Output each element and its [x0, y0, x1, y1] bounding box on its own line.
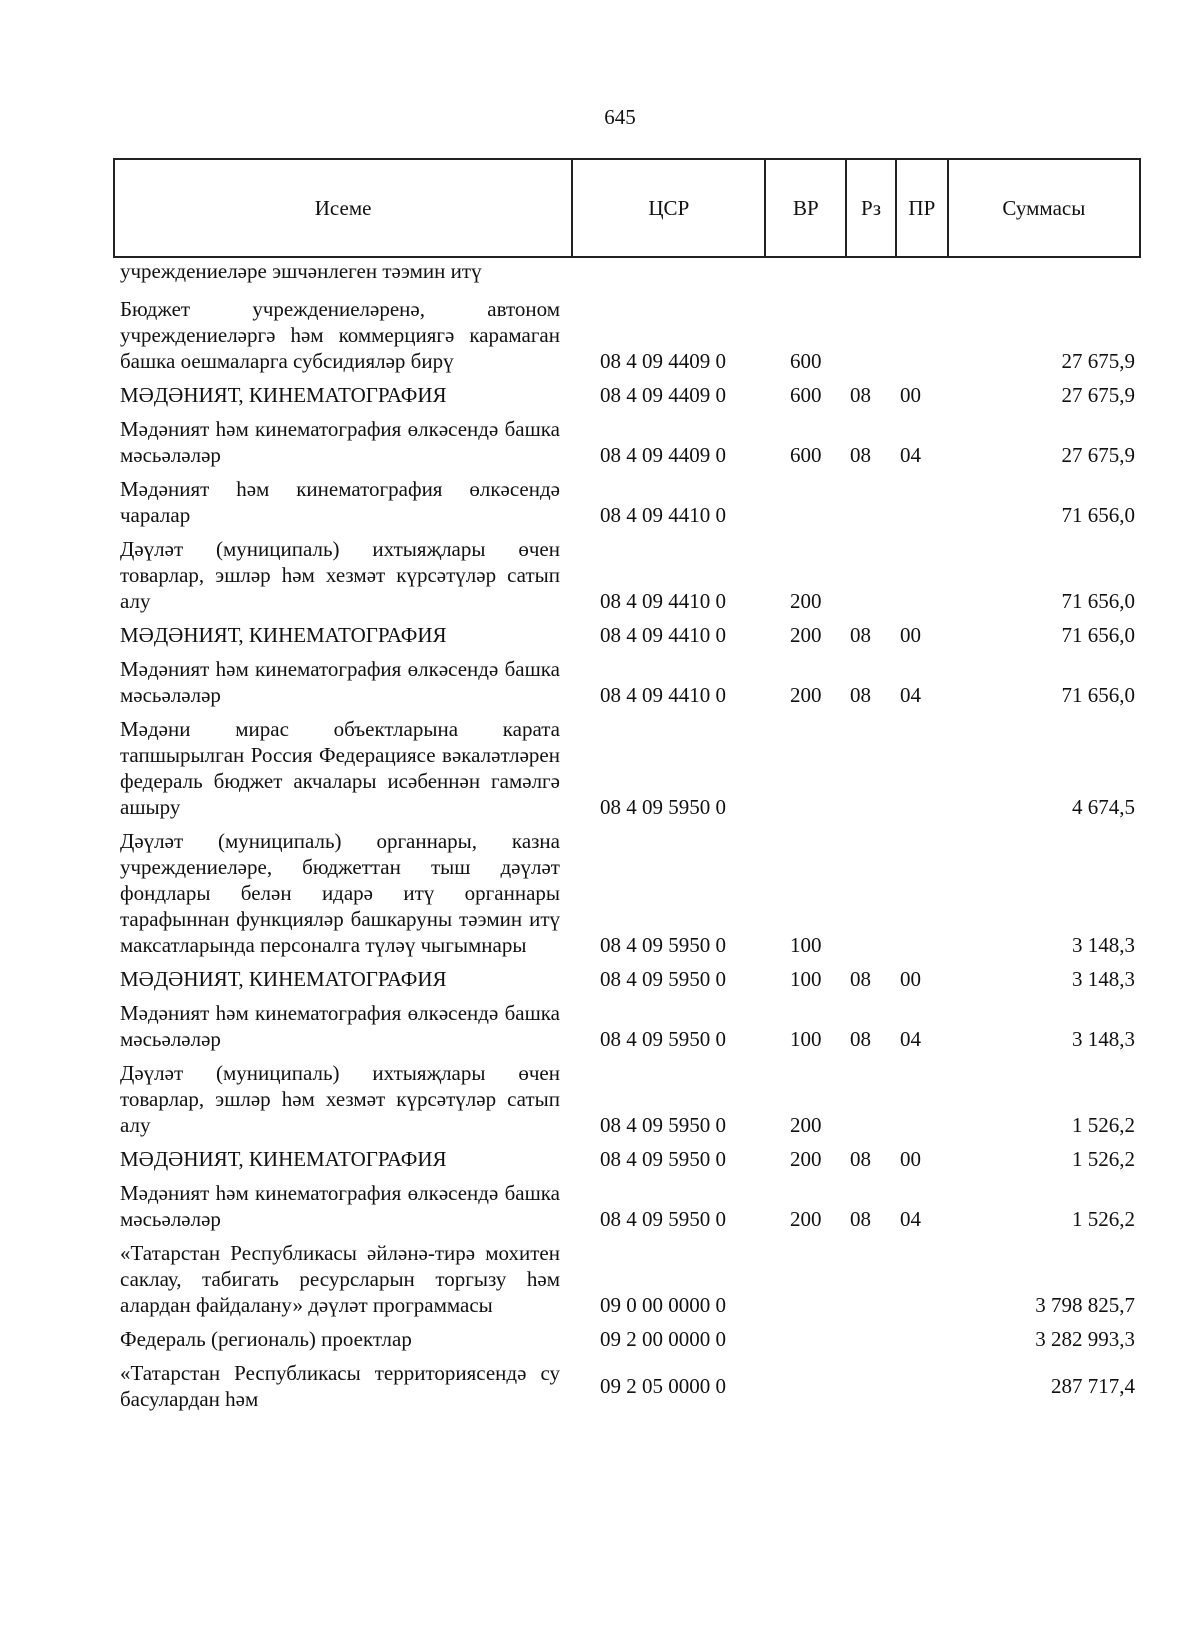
row-csr: 08 4 09 4409 0	[600, 349, 726, 373]
table-row	[120, 382, 1135, 416]
row-sum: 3 148,3	[1072, 1027, 1135, 1051]
row-vr: 200	[790, 1147, 822, 1171]
row-sum: 4 674,5	[1072, 795, 1135, 819]
table-row	[120, 966, 1135, 1000]
row-sum: 1 526,2	[1072, 1147, 1135, 1171]
row-csr: 08 4 09 4410 0	[600, 623, 726, 647]
row-vr: 200	[790, 1113, 822, 1137]
row-pr: 00	[900, 383, 921, 407]
table-row	[120, 416, 1135, 476]
table-row	[120, 1060, 1135, 1146]
row-rz: 08	[850, 623, 871, 647]
row-vr: 600	[790, 383, 822, 407]
row-rz: 08	[850, 443, 871, 467]
row-sum: 1 526,2	[1072, 1207, 1135, 1231]
row-vr: 600	[790, 443, 822, 467]
row-name: МӘДӘНИЯТ, КИНЕМАТОГРАФИЯ	[120, 967, 447, 991]
row-name: Федераль (региональ) проектлар	[120, 1327, 412, 1351]
row-name: Дәүләт (муниципаль) органнары, казна учреждениеләре, бюджеттан тыш дәүләт фондлары белән идарә итү органнары тарафыннан функцияләр башкаруны тәэмин итү максатларында персоналга түләү чыгымнары	[120, 829, 560, 957]
row-csr: 09 0 00 0000 0	[600, 1293, 726, 1317]
row-csr: 09 2 05 0000 0	[600, 1374, 726, 1398]
row-name: Мәдәният һәм кинематография өлкәсендә башка мәсьәләләр	[120, 1181, 560, 1231]
row-vr: 200	[790, 589, 822, 613]
row-name: Мәдәни мирас объектларына карата тапшырылган Россия Федерациясе вәкаләтләрен федераль бюджет акчалары исәбеннән гамәлгә ашыру	[120, 717, 560, 819]
row-sum: 287 717,4	[1051, 1374, 1135, 1398]
row-sum: 71 656,0	[1061, 503, 1135, 527]
row-csr: 08 4 09 4410 0	[600, 503, 726, 527]
row-vr: 200	[790, 1207, 822, 1231]
table-header	[113, 158, 1141, 258]
header-csr: ЦСР	[573, 160, 766, 256]
row-sum: 27 675,9	[1061, 383, 1135, 407]
table-row	[120, 1000, 1135, 1060]
row-pr: 04	[900, 1027, 921, 1051]
header-vr: ВР	[766, 160, 847, 256]
row-rz: 08	[850, 1207, 871, 1231]
row-name: МӘДӘНИЯТ, КИНЕМАТОГРАФИЯ	[120, 623, 447, 647]
row-vr: 200	[790, 683, 822, 707]
table-row	[120, 656, 1135, 716]
row-name: «Татарстан Республикасы территориясендә су басулардан һәм	[120, 1361, 560, 1411]
header-sum: Суммасы	[1002, 196, 1086, 220]
page-number: 645	[604, 105, 636, 129]
row-rz: 08	[850, 1027, 871, 1051]
row-name: «Татарстан Республикасы әйләнә-тирә мохитен саклау, табигать ресурсларын торгызу һәм алардан файдалану» дәүләт программасы	[120, 1241, 560, 1317]
row-csr: 08 4 09 4410 0	[600, 589, 726, 613]
row-name: МӘДӘНИЯТ, КИНЕМАТОГРАФИЯ	[120, 383, 447, 407]
row-csr: 08 4 09 5950 0	[600, 967, 726, 991]
row-sum: 3 148,3	[1072, 967, 1135, 991]
row-rz: 08	[850, 683, 871, 707]
row-pr: 04	[900, 443, 921, 467]
row-vr: 100	[790, 967, 822, 991]
header-name: Исеме	[115, 160, 573, 256]
row-name: Мәдәният һәм кинематография өлкәсендә башка мәсьәләләр	[120, 1001, 560, 1051]
row-pr: 00	[900, 967, 921, 991]
row-name: Мәдәният һәм кинематография өлкәсендә башка мәсьәләләр	[120, 417, 560, 467]
table-body	[120, 258, 1135, 1420]
row-sum: 27 675,9	[1061, 443, 1135, 467]
row-vr: 100	[790, 933, 822, 957]
row-csr: 08 4 09 4410 0	[600, 683, 726, 707]
row-pr: 04	[900, 1207, 921, 1231]
row-csr: 08 4 09 4409 0	[600, 443, 726, 467]
row-vr: 200	[790, 623, 822, 647]
row-name: Мәдәният һәм кинематография өлкәсендә башка мәсьәләләр	[120, 657, 560, 707]
row-sum: 1 526,2	[1072, 1113, 1135, 1137]
row-sum: 71 656,0	[1061, 623, 1135, 647]
table-row	[120, 1146, 1135, 1180]
row-csr: 09 2 00 0000 0	[600, 1327, 726, 1351]
row-sum: 27 675,9	[1061, 349, 1135, 373]
row-name: учреждениеләре эшчәнлеген тәэмин итү	[120, 259, 482, 283]
row-name: Бюджет учреждениеләренә, автоном учреждениеләргә һәм коммерциягә карамаган башка оешмаларга субсидияләр бирү	[120, 297, 560, 373]
row-rz: 08	[850, 1147, 871, 1171]
table-row	[120, 1326, 1135, 1360]
row-vr: 600	[790, 349, 822, 373]
row-sum: 71 656,0	[1061, 589, 1135, 613]
row-name: Мәдәният һәм кинематография өлкәсендә чаралар	[120, 477, 560, 527]
table-row	[120, 296, 1135, 382]
table-row	[120, 828, 1135, 966]
row-pr: 04	[900, 683, 921, 707]
table-row	[120, 1360, 1135, 1420]
table-row	[120, 622, 1135, 656]
row-sum: 71 656,0	[1061, 683, 1135, 707]
row-csr: 08 4 09 5950 0	[600, 1113, 726, 1137]
row-csr: 08 4 09 5950 0	[600, 1027, 726, 1051]
row-pr: 00	[900, 623, 921, 647]
row-csr: 08 4 09 5950 0	[600, 795, 726, 819]
table-row	[120, 1240, 1135, 1326]
table-row	[120, 258, 1135, 296]
row-csr: 08 4 09 5950 0	[600, 933, 726, 957]
header-rz: Рз	[847, 160, 897, 256]
row-pr: 00	[900, 1147, 921, 1171]
row-csr: 08 4 09 5950 0	[600, 1147, 726, 1171]
row-csr: 08 4 09 5950 0	[600, 1207, 726, 1231]
row-rz: 08	[850, 967, 871, 991]
table-row	[120, 536, 1135, 622]
row-name: Дәүләт (муниципаль) ихтыяҗлары өчен товарлар, эшләр һәм хезмәт күрсәтүләр сатып алу	[120, 1061, 560, 1137]
table-row	[120, 1180, 1135, 1240]
row-name: Дәүләт (муниципаль) ихтыяҗлары өчен товарлар, эшләр һәм хезмәт күрсәтүләр сатып алу	[120, 537, 560, 613]
table-row	[120, 476, 1135, 536]
row-name: МӘДӘНИЯТ, КИНЕМАТОГРАФИЯ	[120, 1147, 447, 1171]
row-sum: 3 282 993,3	[1035, 1327, 1135, 1351]
table-row	[120, 716, 1135, 828]
row-sum: 3 148,3	[1072, 933, 1135, 957]
row-sum: 3 798 825,7	[1035, 1293, 1135, 1317]
row-csr: 08 4 09 4409 0	[600, 383, 726, 407]
row-rz: 08	[850, 383, 871, 407]
header-pr: ПР	[897, 160, 949, 256]
row-vr: 100	[790, 1027, 822, 1051]
